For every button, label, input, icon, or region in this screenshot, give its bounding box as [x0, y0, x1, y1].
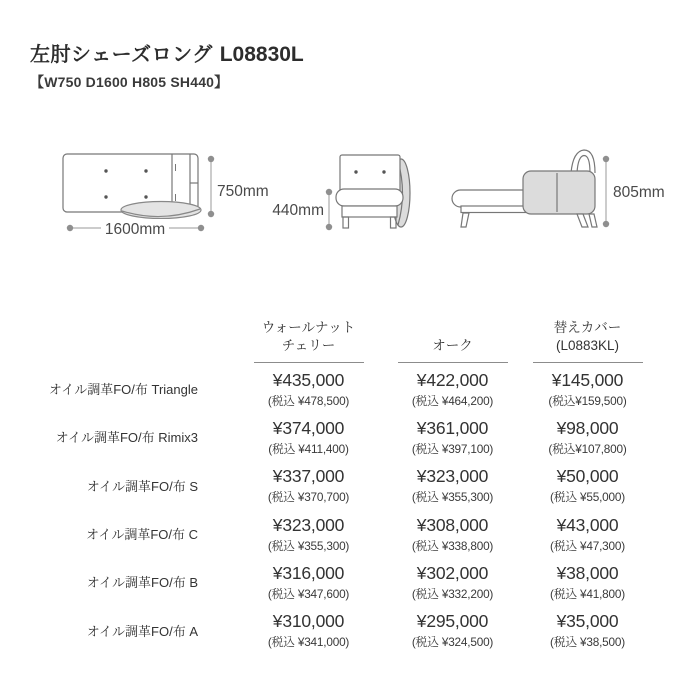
price-value: ¥98,000	[556, 417, 619, 438]
price-cell	[520, 559, 655, 602]
tufting-button-dot	[354, 170, 357, 173]
tax-included-value: (税込 ¥411,400)	[268, 441, 349, 456]
row-label: オイル調革FO/布 Rimix3	[55, 430, 198, 446]
dimension-dot	[208, 211, 214, 217]
price-cell	[520, 607, 655, 650]
tax-included-value: (税込¥159,500)	[548, 393, 627, 408]
top-view-drawing	[63, 154, 201, 219]
price-value: ¥323,000	[416, 466, 489, 487]
tax-included-value: (税込 ¥55,000)	[550, 490, 625, 505]
price-value: ¥308,000	[416, 514, 489, 535]
leg	[461, 213, 469, 227]
tax-included-value: (税込 ¥338,800)	[411, 538, 494, 553]
price-cell	[385, 462, 520, 505]
column-header-replacement-cover: 替えカバー (L0883KL)	[520, 306, 655, 363]
dimension-dot	[326, 224, 332, 230]
price-cell	[520, 366, 655, 409]
price-value: ¥422,000	[416, 369, 489, 390]
price-cell	[232, 414, 385, 457]
depth-dimension-label: 750mm	[217, 183, 269, 200]
price-value: ¥295,000	[416, 611, 489, 632]
tax-included-value: (税込 ¥478,500)	[267, 393, 350, 408]
price-cell	[385, 511, 520, 554]
header-underline	[398, 362, 508, 363]
row-label: オイル調革FO/布 B	[86, 575, 198, 591]
price-value: ¥361,000	[416, 417, 489, 438]
tax-included-value: (税込 ¥464,200)	[411, 393, 494, 408]
tax-included-value: (税込 ¥38,500)	[550, 635, 625, 650]
table-row	[40, 508, 655, 556]
leg	[589, 214, 597, 227]
leg	[577, 214, 588, 227]
row-label: オイル調革FO/布 A	[86, 623, 198, 639]
tax-included-value: (税込 ¥332,200)	[411, 586, 494, 601]
height-dimension-label: 805mm	[613, 184, 665, 201]
price-value: ¥374,000	[272, 417, 345, 438]
price-cell	[385, 366, 520, 409]
front-view-drawing	[336, 155, 410, 228]
price-value: ¥310,000	[272, 611, 345, 632]
dimension-dot	[603, 156, 609, 162]
price-cell	[385, 414, 520, 457]
table-row	[40, 460, 655, 508]
front-view-dimensions	[272, 189, 332, 230]
tax-included-value: (税込 ¥347,600)	[267, 586, 350, 601]
row-label: オイル調革FO/布 Triangle	[48, 382, 198, 398]
tax-included-value: (税込 ¥341,000)	[267, 635, 350, 650]
table-row	[40, 363, 655, 411]
table-row	[40, 411, 655, 459]
price-cell	[232, 559, 385, 602]
table-row	[40, 604, 655, 652]
table-row	[40, 556, 655, 604]
price-value: ¥435,000	[272, 369, 345, 390]
column-header-walnut-cherry: ウォールナット チェリー	[232, 306, 385, 363]
dimension-dot	[603, 221, 609, 227]
price-cell	[232, 462, 385, 505]
row-label: オイル調革FO/布 C	[85, 527, 198, 543]
side-view-dimensions	[603, 156, 665, 227]
seat-height-dimension-label: 440mm	[272, 202, 324, 219]
side-view-drawing	[452, 150, 597, 227]
price-table-header	[40, 306, 655, 363]
price-cell	[520, 414, 655, 457]
width-dimension-label: 1600mm	[104, 221, 166, 238]
dimension-dot	[198, 225, 204, 231]
product-model-number: L08830L	[219, 43, 304, 66]
dimension-dot	[67, 225, 73, 231]
tax-included-value: (税込 ¥355,300)	[411, 490, 494, 505]
size-specification: 【W750 D1600 H805 SH440】	[30, 74, 229, 90]
arm-loop	[571, 150, 595, 173]
tufting-button-dot	[104, 195, 107, 198]
tax-included-value: (税込 ¥397,100)	[411, 441, 494, 456]
price-value: ¥43,000	[556, 514, 619, 535]
tufting-button-dot	[144, 195, 147, 198]
price-value: ¥316,000	[272, 562, 345, 583]
price-value: ¥35,000	[556, 611, 619, 632]
price-value: ¥337,000	[272, 466, 345, 487]
backrest-block	[523, 171, 595, 214]
tufting-button-dot	[144, 169, 147, 172]
price-value: ¥145,000	[551, 369, 624, 390]
price-cell	[232, 607, 385, 650]
tax-included-value: (税込¥107,800)	[548, 441, 627, 456]
header-underline	[533, 362, 643, 363]
technical-drawings	[0, 0, 700, 280]
header-empty-cell	[40, 306, 232, 363]
price-cell	[385, 559, 520, 602]
tax-included-value: (税込 ¥47,300)	[550, 538, 625, 553]
price-value: ¥50,000	[556, 466, 619, 487]
row-label: オイル調革FO/布 S	[86, 478, 198, 494]
tax-included-value: (税込 ¥324,500)	[411, 635, 494, 650]
price-cell	[385, 607, 520, 650]
tax-included-value: (税込 ¥370,700)	[267, 490, 350, 505]
price-value: ¥302,000	[416, 562, 489, 583]
column-header-oak: オーク	[385, 306, 520, 363]
tax-included-value: (税込 ¥355,300)	[267, 538, 350, 553]
price-cell	[232, 511, 385, 554]
tufting-button-dot	[382, 170, 385, 173]
dimension-dot	[326, 189, 332, 195]
price-cell	[232, 366, 385, 409]
product-name: 左肘シェーズロング	[30, 44, 213, 66]
tax-included-value: (税込 ¥41,800)	[550, 586, 625, 601]
price-table	[40, 306, 655, 653]
tufting-button-dot	[104, 169, 107, 172]
price-cell	[520, 462, 655, 505]
price-value: ¥323,000	[272, 514, 345, 535]
price-value: ¥38,000	[556, 562, 619, 583]
price-cell	[520, 511, 655, 554]
dimension-dot	[208, 156, 214, 162]
header-underline	[254, 362, 364, 363]
